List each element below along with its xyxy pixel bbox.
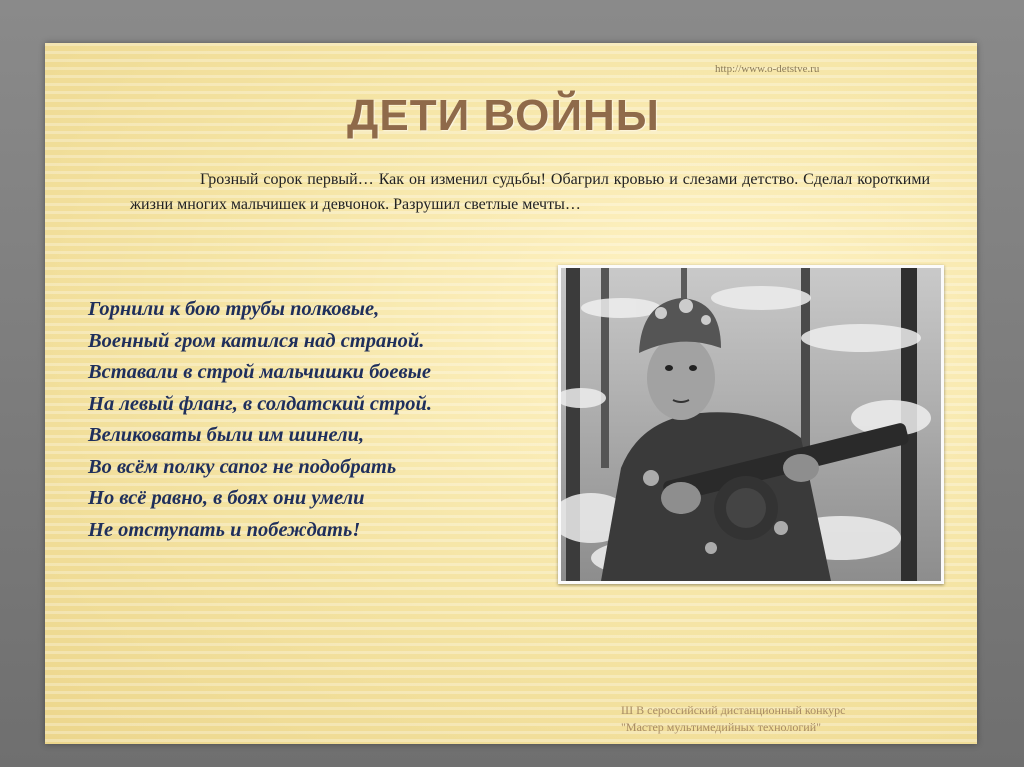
poem-line: Военный гром катился над страной.: [88, 329, 425, 352]
slide: [45, 43, 977, 744]
footer-caption: [621, 702, 846, 736]
source-url: http://www.o-detstve.ru: [715, 63, 820, 75]
poem-line: Не отступать и побеждать!: [88, 518, 361, 541]
poem: [88, 294, 558, 546]
poem-line: Великоваты были им шинели,: [88, 424, 365, 446]
slide-title: ДЕТИ ВОЙНЫ: [347, 91, 660, 140]
poem-line: На левый фланг, в солдатский строй.: [88, 392, 432, 415]
intro-paragraph: Грозный сорок первый… Как он изменил судьбы! Обагрил кровью и слезами детство. Сделал короткими жизни многих мальчишек и девчонок. Разрушил светлые мечты…: [130, 171, 930, 213]
poem-line: Вставали в строй мальчишки боевые: [88, 361, 431, 383]
footer-line-2: "Мастер мультимедийных технологий": [621, 720, 822, 734]
war-child-photo: [558, 265, 944, 584]
footer-line-1: Ш В сероссийский дистанционный конкурс: [621, 703, 846, 717]
poem-line: Во всём полку сапог не подобрать: [88, 455, 397, 478]
poem-line: Но всё равно, в боях они умели: [88, 487, 365, 509]
photo-illustration: [561, 268, 941, 581]
poem-line: Горнили к бою трубы полковые,: [88, 298, 380, 320]
